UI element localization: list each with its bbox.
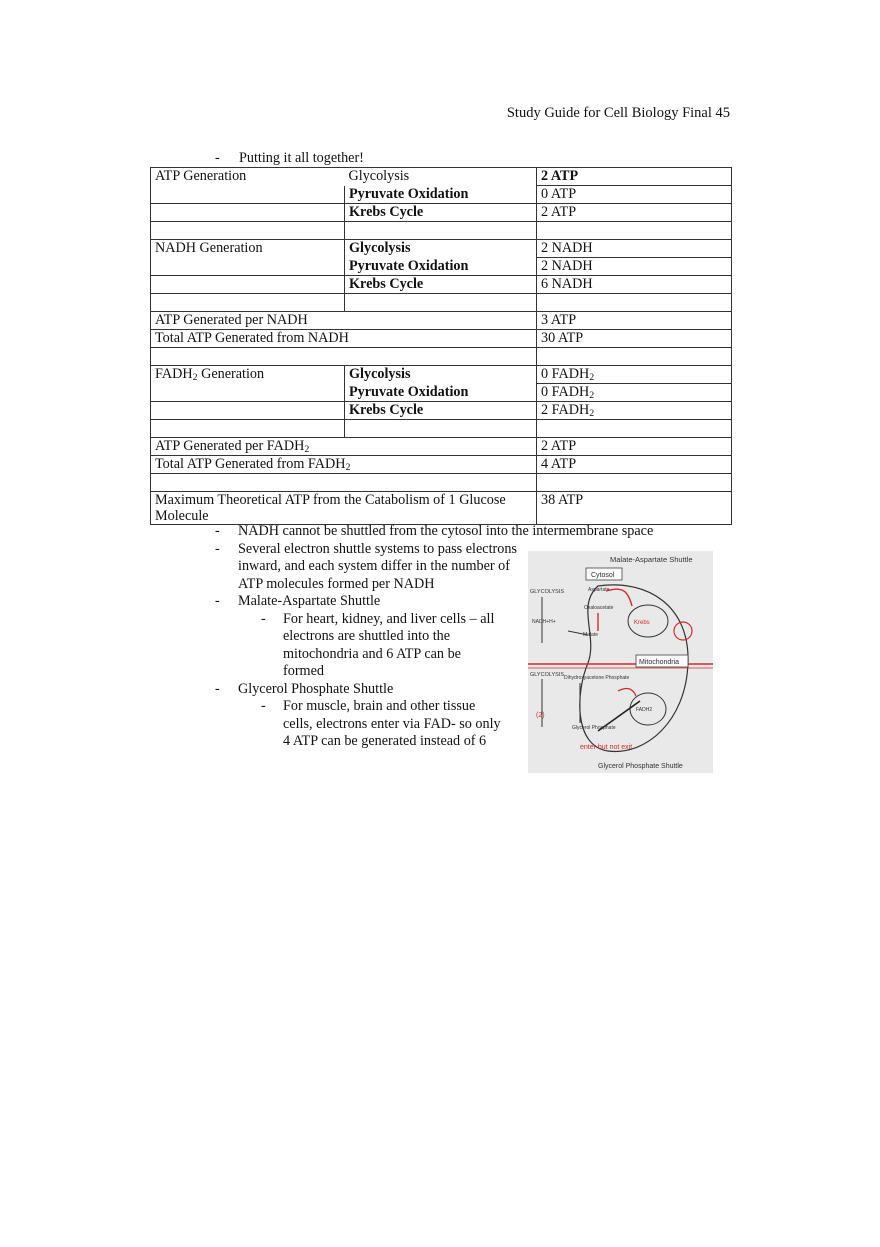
bullet-dash: - [215, 523, 220, 539]
bullet-text: NADH cannot be shuttled from the cytosol into the intermembrane space [238, 523, 654, 539]
step-cell: Pyruvate Oxidation [345, 384, 537, 402]
aspartate-label: Aspartate [588, 587, 610, 593]
bullet-text: Malate-Aspartate Shuttle [238, 593, 381, 609]
step-cell: Glycolysis [345, 366, 537, 384]
table-row [151, 402, 732, 420]
value-cell: 2 ATP [537, 168, 732, 186]
separator-row [151, 420, 732, 438]
table-row [151, 186, 732, 204]
table-row [151, 276, 732, 294]
value-cell: 3 ATP [537, 312, 732, 330]
empty-cell [151, 186, 345, 204]
bullet-dash: - [215, 593, 220, 609]
malate-label: Malate [583, 632, 599, 638]
row-label: Total ATP Generated from $FADH_2$ [151, 456, 537, 474]
table-row [151, 168, 732, 186]
step-cell: Pyruvate Oxidation [345, 258, 537, 276]
step-cell: Glycolysis [345, 240, 537, 258]
table-row [151, 258, 732, 276]
bullet-text: For heart, kidney, and liver cells – all electrons are shuttled into the mitochondria and 6 ATP can be formed [283, 610, 495, 679]
bullet-dash: - [261, 610, 266, 627]
separator-row [151, 294, 732, 312]
value-cell: 0 $FADH_2$ [537, 366, 732, 384]
table-row [151, 240, 732, 258]
shuttle-diagram-photo [528, 551, 713, 773]
table-row [151, 204, 732, 222]
atp-summary-table [150, 167, 732, 525]
value-cell: 2 ATP [537, 438, 732, 456]
empty-cell [151, 204, 345, 222]
empty-cell [151, 258, 345, 276]
section-label: $FADH_2$ Generation [151, 366, 345, 384]
section-label: NADH Generation [151, 240, 345, 258]
value-cell: 0 ATP [537, 186, 732, 204]
table-row [151, 438, 732, 456]
value-cell: 2 NADH [537, 240, 732, 258]
figure-title-bottom: Glycerol Phosphate Shuttle [598, 763, 683, 770]
value-cell: 0 $FADH_2$ [537, 384, 732, 402]
dhap-label: Dihydroxyacetone Phosphate [564, 675, 630, 681]
table-row [151, 366, 732, 384]
step-cell: Pyruvate Oxidation [345, 186, 537, 204]
fadh2-label: FADH2 [636, 707, 653, 713]
value-cell: 30 ATP [537, 330, 732, 348]
mitochondria-label: Mitochondria [639, 659, 680, 666]
figure-title-top: Malate-Aspartate Shuttle [610, 555, 693, 564]
table-row [151, 492, 732, 525]
table-row [151, 312, 732, 330]
enter-note: enter but not exit [580, 744, 633, 751]
two-label: (2) [536, 712, 545, 719]
step-cell: Glycolysis [345, 168, 537, 186]
list-item [215, 523, 653, 541]
oxaloacetate-label: Oxaloacetate [584, 605, 614, 611]
bullet-dash: - [215, 680, 220, 697]
separator-row [151, 474, 732, 492]
table-row [151, 384, 732, 402]
step-cell: Krebs Cycle [345, 402, 537, 420]
glycerol-phosphate-label: Glycerol Phosphate [572, 725, 616, 731]
glycolysis-top-label: GLYCOLYSIS [530, 589, 565, 595]
value-cell: 6 NADH [537, 276, 732, 294]
bullet-text: Several electron shuttle systems to pass electrons inward, and each system differ in the number of ATP molecules formed per NADH [238, 540, 517, 592]
glycolysis-bottom-label: GLYCOLYSIS [530, 672, 565, 678]
intro-line [215, 150, 364, 167]
step-cell: Krebs Cycle [345, 276, 537, 294]
bullet-dash: - [261, 698, 266, 714]
section-label: ATP Generation [151, 168, 345, 186]
row-label: ATP Generated per NADH [151, 312, 537, 330]
cytosol-label: Cytosol [591, 572, 615, 579]
value-cell: 2 NADH [537, 258, 732, 276]
nadh-label: NADH+H+ [532, 619, 556, 625]
bullet-dash: - [215, 540, 220, 557]
row-label: Maximum Theoretical ATP from the Catabolism of 1 Glucose Molecule [151, 492, 537, 525]
table-row [151, 456, 732, 474]
bullet-text: For muscle, brain and other tissue cells, electrons enter via FAD- so only 4 ATP can be generated instead of 6 [283, 698, 501, 749]
step-cell: Krebs Cycle [345, 204, 537, 222]
table-row [151, 330, 732, 348]
empty-cell [151, 384, 345, 402]
bullet-text: Glycerol Phosphate Shuttle [238, 680, 394, 697]
krebs-label: Krebs [634, 620, 650, 626]
value-cell: 4 ATP [537, 456, 732, 474]
value-cell: 2 ATP [537, 204, 732, 222]
empty-cell [151, 276, 345, 294]
intro-text: Putting it all together! [239, 150, 364, 166]
empty-cell [151, 402, 345, 420]
value-cell: 2 $FADH_2$ [537, 402, 732, 420]
intro-dash: - [215, 150, 220, 166]
value-cell: 38 ATP [537, 492, 732, 525]
separator-row [151, 222, 732, 240]
row-label: ATP Generated per $FADH_2$ [151, 438, 537, 456]
row-label: Total ATP Generated from NADH [151, 330, 537, 348]
separator-row [151, 348, 732, 366]
shuttle-diagram [528, 551, 713, 773]
page-header: Study Guide for Cell Biology Final 45 [506, 105, 730, 121]
